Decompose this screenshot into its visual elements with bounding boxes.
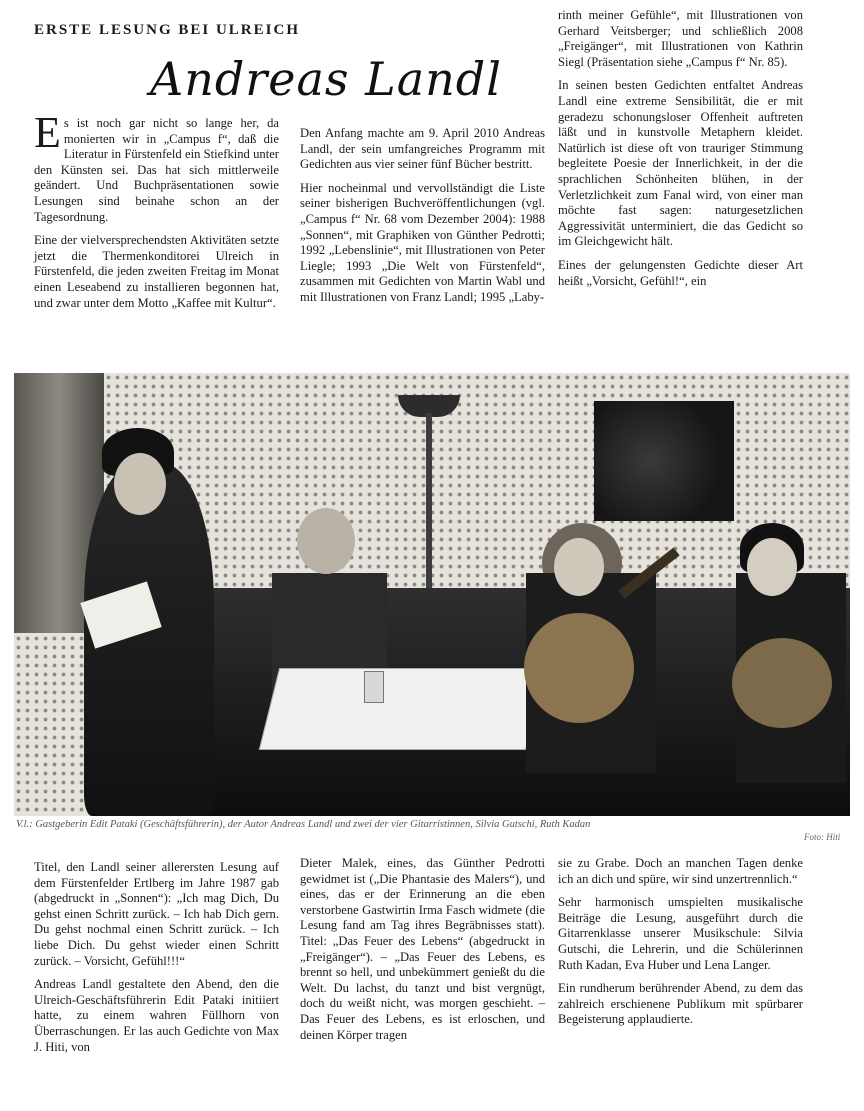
photo-person-host-face <box>114 453 166 515</box>
photo-person-guitarist-2-face <box>747 538 797 596</box>
paragraph: sie zu Grabe. Doch an manchen Tagen denke ich an dich und spüre, wir sind unzertrennlich.“ <box>558 856 803 886</box>
paragraph: Dieter Malek, eines, das Günther Pedrotti gewidmet ist („Die Phantasie des Malers“), und eines, das er der Erinnerung an die eben verstorbene Gastwirtin Irma Fasch widmete (die Lesung fand am Tag ihres Begräbnisses statt). Titel: „Das Feuer des Lebens“ (abgedruckt in „Freigänger“). – „Das Feuer des Lebens, es brennt so hell, und unbekümmert genießt du die Welt. Du lachst, du tanzt und bist vergnügt, doch du weißt nicht, was morgen geschieht. – Das Feuer des Lebens, es ist erloschen, und deinen Körper tragen <box>300 856 545 1042</box>
paragraph-text: s ist noch gar nicht so lange her, da monierten wir in „Campus f“, daß die Literatur in Fürstenfeld ein Stiefkind unter den Künsten sei. Das hat sich mittlerweile geändert. Und Buchpräsentationen sowie Lesungen sind beinahe schon an der Tagesordnung. <box>34 116 279 224</box>
photo-caption: V.l.: Gastgeberin Edit Pataki (Geschäftsführerin), der Autor Andreas Landl und zwei der vier Gitarristinnen, Silvia Gutschi, Ruth Kadan <box>16 819 591 830</box>
bottom-column-2 <box>300 856 545 1051</box>
paragraph: Hier nocheinmal und vervollständigt die Liste seiner bisherigen Buchveröffentlichungen (vgl. „Campus f“ Nr. 68 vom Dezember 2004): 1988 „Sonnen“, mit Graphiken von Günther Pedrotti; 1992 „Lebenslinie“, mit Illustrationen von Peter Liegle; 1993 „Die Welt von Fürstenfeld“, zusammen mit Gedichten von Martin Wabl und mit Illustrationen von Franz Landl; 1995 „Laby- <box>300 180 545 304</box>
bottom-column-3 <box>558 856 803 1036</box>
paragraph: Sehr harmonisch umspielten musikalische Beiträge die Lesung, ausgeführt durch die Gitarrenklasse unserer Musikschule: Silvia Gutschi, die Lehrerin, und die Schülerinnen Ruth Kadan, Eva Huber und Lena Langer. <box>558 895 803 972</box>
article-headline: Andreas Landl <box>150 52 502 106</box>
paragraph: Ein rundherum berührender Abend, zu dem das zahlreich erschienene Publikum mit spürbarer Begeisterung applaudierte. <box>558 981 803 1027</box>
photo-person-guitarist-1-face <box>554 538 604 596</box>
paragraph: Den Anfang machte am 9. April 2010 Andreas Landl, der sein umfangreiches Programm mit Gedichten aus vier seiner fünf Bücher bestritt. <box>300 126 545 172</box>
photo-credit: Foto: Hiti <box>804 832 841 842</box>
paragraph: Eines der gelungensten Gedichte dieser Art heißt „Vorsicht, Gefühl!“, ein <box>558 257 803 288</box>
photo-guitar-1 <box>524 613 634 723</box>
paragraph: Andreas Landl gestaltete den Abend, den die Ulreich-Geschäftsführerin Edit Pataki initiiert hatte, zu einem wahren Füllhorn von Überraschungen. Er las auch Gedichte von Max J. Hiti, von <box>34 977 279 1054</box>
paragraph: In seinen besten Gedichten entfaltet Andreas Landl eine extreme Sensibilität, die er mit geradezu schonungsloser Offenheit auftreten läßt und in kunstvolle Metaphern kleidet. Natürlich ist diese oft von trauriger Stimmung begleitete Poesie der Innerlichkeit, in der die sprachlichen Schönheiten blühen, in der Verletzlichkeit zum Fanal wird, von einer man möchte fast sagen: naturgesetzlichen Aggressivität unterminiert, die das Gedicht so im Gleichgewicht hält. <box>558 78 803 249</box>
paragraph: Eine der vielversprechendsten Aktivitäten setzte jetzt die Thermenkonditorei Ulreich in Fürstenfeld, die jeden zweiten Freitag im Monat einen Leseabend zu installieren begonnen hat, und zwar unter dem Motto „Kaffee mit Kultur“. <box>34 233 279 310</box>
event-photo <box>14 373 850 816</box>
text-column-3 <box>558 8 803 297</box>
photo-glass <box>364 671 384 703</box>
photo-painting <box>594 401 734 521</box>
drop-cap: E <box>34 108 61 157</box>
photo-table <box>259 668 546 750</box>
paragraph: rinth meiner Gefühle“, mit Illustrationen von Gerhard Veitsberger; und schließlich 2008 „Freigänger“, mit Illustrationen von Kathrin Siegl (Präsentation siehe „Campus f“ Nr. 85). <box>558 8 803 69</box>
paragraph <box>34 108 279 225</box>
text-column-2 <box>300 126 545 314</box>
photo-guitar-2 <box>732 638 832 728</box>
paragraph: Titel, den Landl seiner allerersten Lesung auf dem Fürstenfelder Ertlberg im Jahre 1987 gab (abgedruckt in „Sonnen“): „Ich mag Dich, Du gehst einen Schritt zurück. – Ich hab Dich gern. Du gehst nochmal einen Schritt zurück. – Ich liebe Dich. Du gehst wieder einen Schritt zurück. – Vorsicht, Gefühl!!!“ <box>34 860 279 968</box>
text-column-1 <box>34 108 279 319</box>
article-kicker: ERSTE LESUNG BEI ULREICH <box>34 22 300 38</box>
photo-person-author-face <box>297 508 355 574</box>
bottom-column-1 <box>34 860 279 1063</box>
